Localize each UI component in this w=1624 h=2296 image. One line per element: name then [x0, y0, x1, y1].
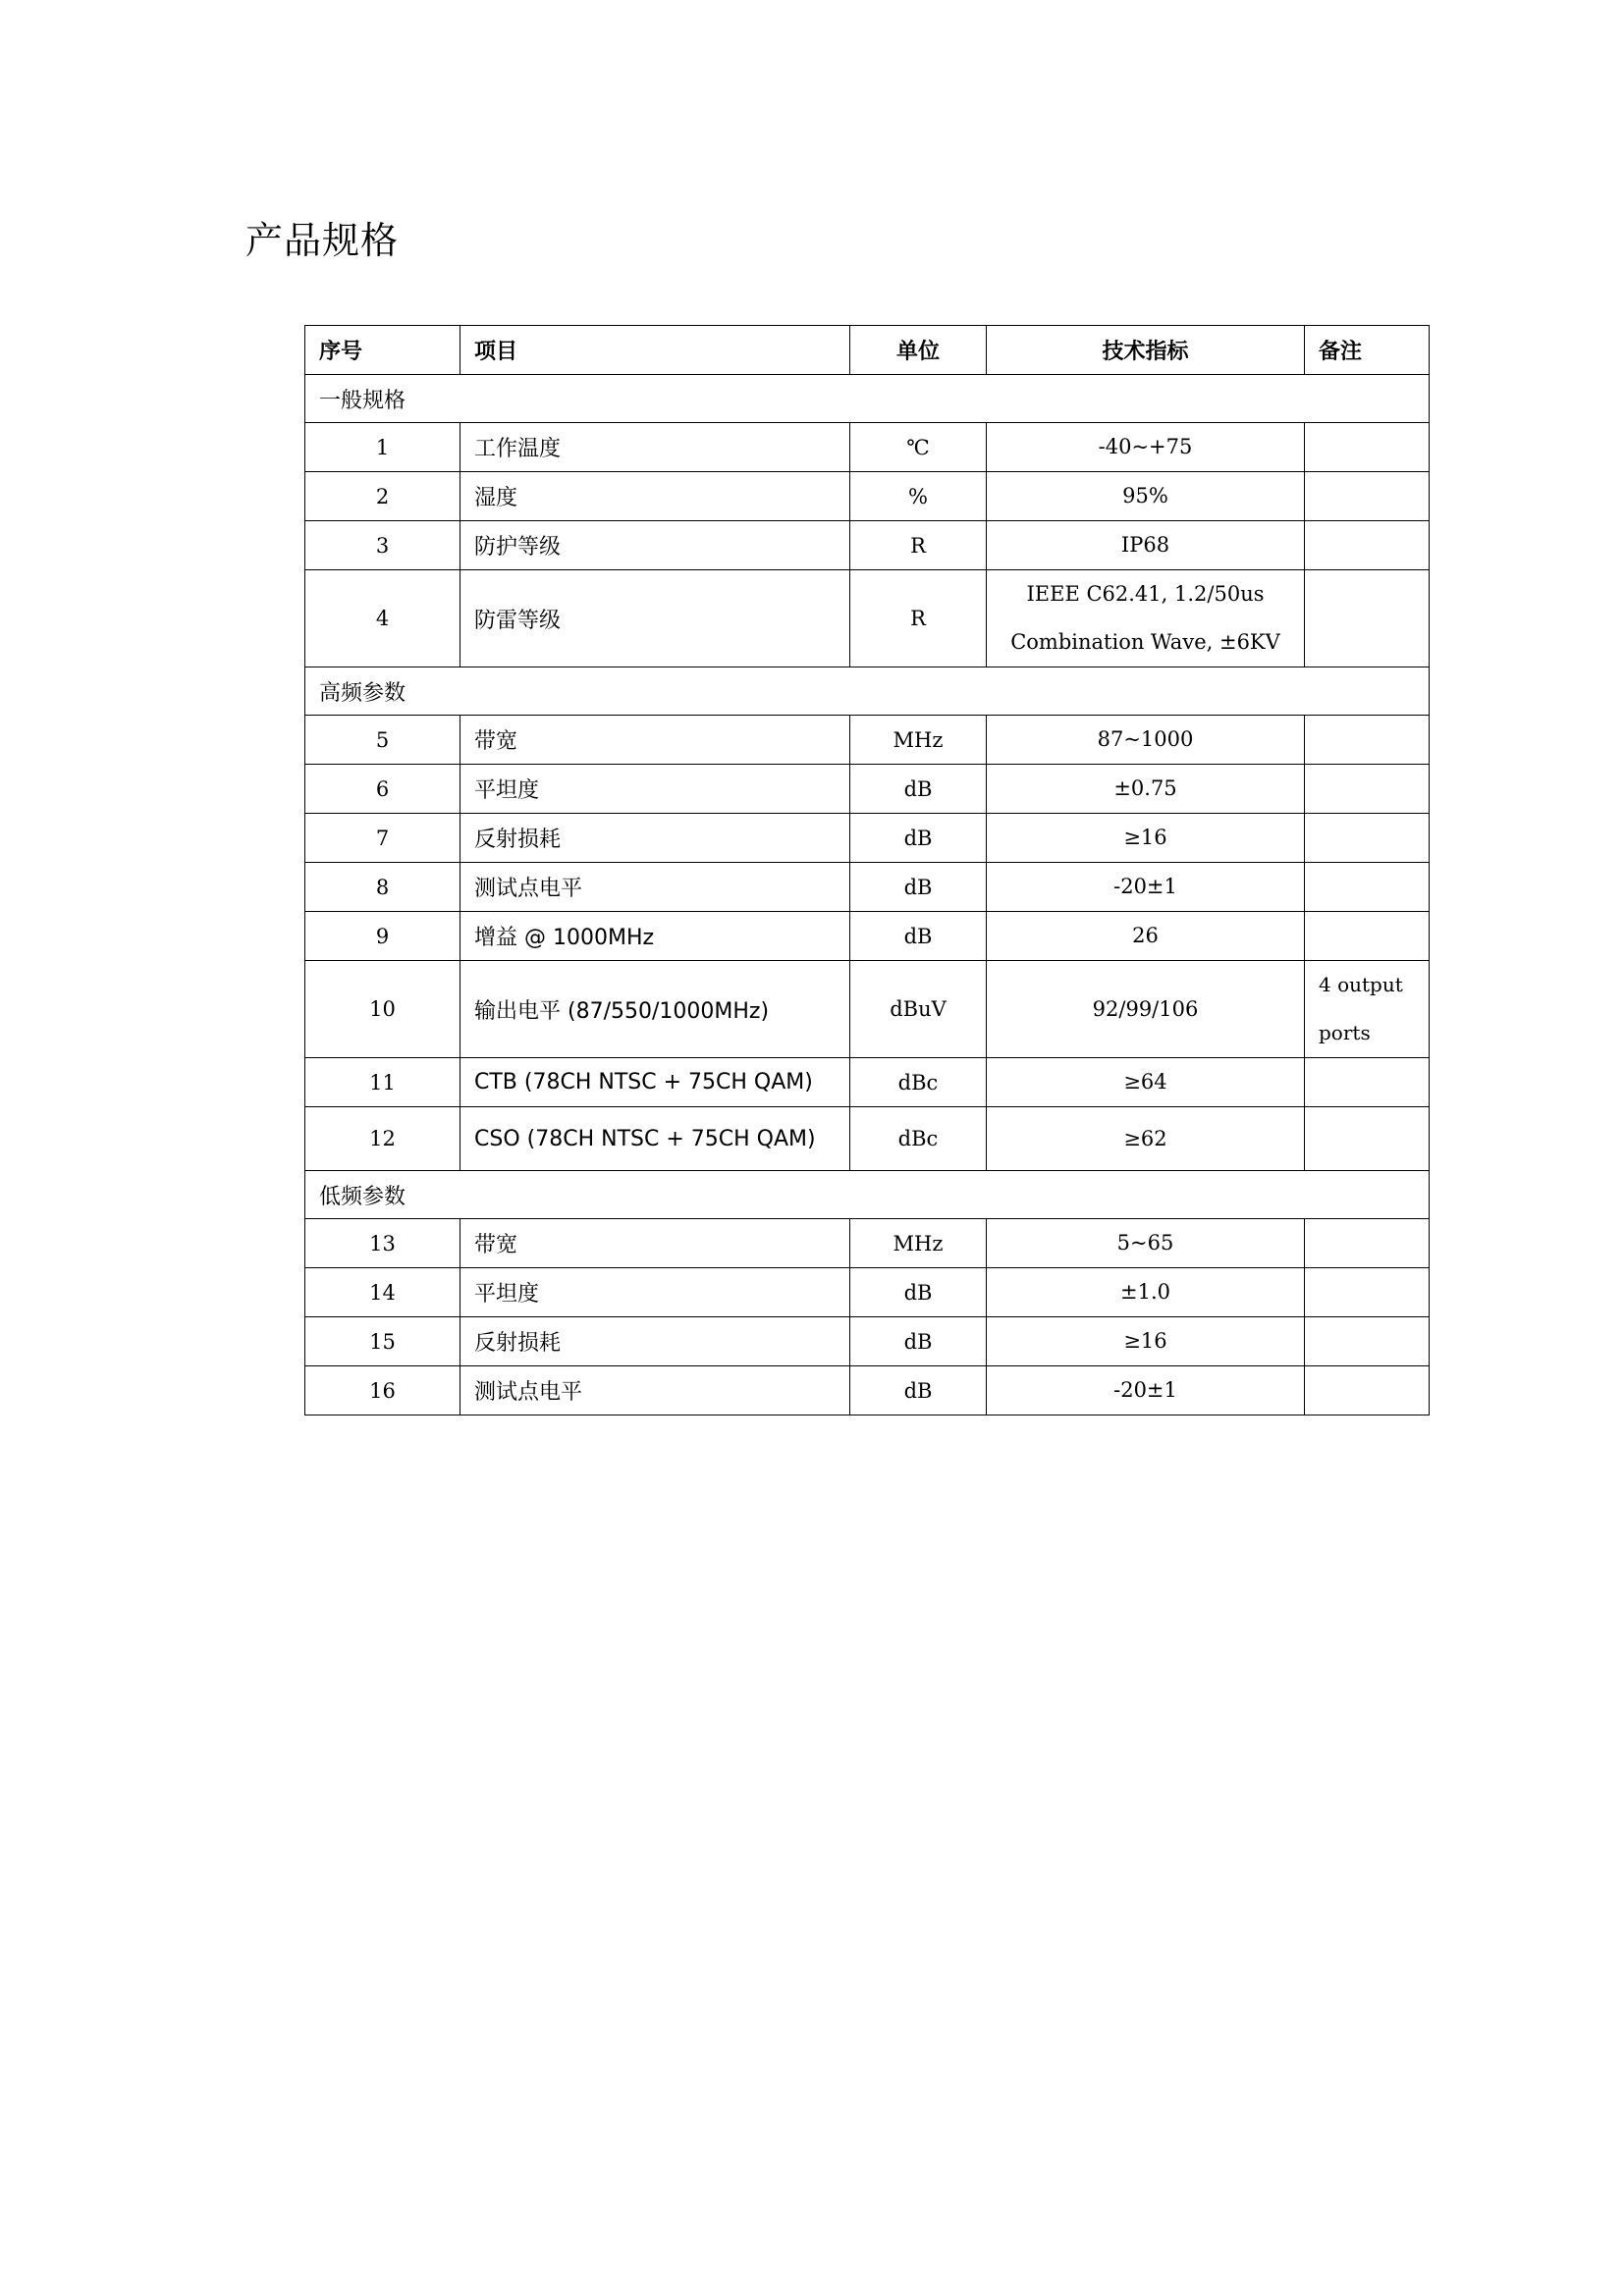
cell-spec: -20±1 — [987, 1366, 1305, 1415]
table-row — [305, 1317, 1430, 1366]
cell-item: 防雷等级 — [460, 570, 850, 667]
cell-no: 13 — [305, 1219, 460, 1268]
cell-spec: ±1.0 — [987, 1268, 1305, 1317]
cell-spec: 26 — [987, 912, 1305, 961]
cell-unit: dB — [850, 1317, 987, 1366]
cell-note — [1305, 1317, 1430, 1366]
table-row — [305, 570, 1430, 667]
cell-spec: ≥62 — [987, 1107, 1305, 1171]
table-row — [305, 472, 1430, 521]
cell-unit: dBc — [850, 1107, 987, 1171]
cell-spec: ≥16 — [987, 1317, 1305, 1366]
cell-spec: -40~+75 — [987, 423, 1305, 472]
table-row — [305, 1058, 1430, 1107]
header-note: 备注 — [1305, 326, 1430, 375]
cell-no: 5 — [305, 716, 460, 765]
table-row — [305, 1268, 1430, 1317]
cell-no: 4 — [305, 570, 460, 667]
cell-item: 反射损耗 — [460, 1317, 850, 1366]
cell-no: 16 — [305, 1366, 460, 1415]
cell-no: 3 — [305, 521, 460, 570]
cell-spec: ≥64 — [987, 1058, 1305, 1107]
cell-note — [1305, 1366, 1430, 1415]
cell-spec: ±0.75 — [987, 765, 1305, 814]
table-row — [305, 1219, 1430, 1268]
cell-unit: ℃ — [850, 423, 987, 472]
cell-note — [1305, 521, 1430, 570]
table-row — [305, 423, 1430, 472]
cell-unit: dB — [850, 765, 987, 814]
cell-note — [1305, 1107, 1430, 1171]
table-row — [305, 1366, 1430, 1415]
cell-item: CSO (78CH NTSC + 75CH QAM) — [460, 1107, 850, 1171]
cell-spec: IEEE C62.41, 1.2/50us Combination Wave, ±6KV — [987, 570, 1305, 667]
cell-spec: IP68 — [987, 521, 1305, 570]
cell-item: 增益 @ 1000MHz — [460, 912, 850, 961]
cell-spec: 5~65 — [987, 1219, 1305, 1268]
cell-note — [1305, 814, 1430, 863]
cell-note — [1305, 423, 1430, 472]
table-row — [305, 814, 1430, 863]
cell-note — [1305, 912, 1430, 961]
cell-spec: 92/99/106 — [987, 961, 1305, 1058]
cell-item: 平坦度 — [460, 1268, 850, 1317]
header-item: 项目 — [460, 326, 850, 375]
cell-note — [1305, 472, 1430, 521]
cell-unit: MHz — [850, 1219, 987, 1268]
cell-item: 平坦度 — [460, 765, 850, 814]
section-title: 一般规格 — [305, 375, 1430, 423]
header-no: 序号 — [305, 326, 460, 375]
table-row — [305, 521, 1430, 570]
cell-spec: ≥16 — [987, 814, 1305, 863]
cell-item: 湿度 — [460, 472, 850, 521]
cell-note — [1305, 1058, 1430, 1107]
cell-unit: dB — [850, 814, 987, 863]
section-row — [305, 667, 1430, 716]
cell-note — [1305, 1219, 1430, 1268]
table-row — [305, 961, 1430, 1058]
section-title: 低频参数 — [305, 1171, 1430, 1219]
cell-item: CTB (78CH NTSC + 75CH QAM) — [460, 1058, 850, 1107]
cell-note — [1305, 1268, 1430, 1317]
table-row — [305, 863, 1430, 912]
cell-no: 6 — [305, 765, 460, 814]
cell-no: 1 — [305, 423, 460, 472]
cell-unit: R — [850, 521, 987, 570]
table-row — [305, 716, 1430, 765]
cell-unit: dB — [850, 1268, 987, 1317]
cell-no: 2 — [305, 472, 460, 521]
cell-spec: 95% — [987, 472, 1305, 521]
header-unit: 单位 — [850, 326, 987, 375]
cell-no: 9 — [305, 912, 460, 961]
header-spec: 技术指标 — [987, 326, 1305, 375]
cell-note — [1305, 765, 1430, 814]
cell-unit: dBc — [850, 1058, 987, 1107]
cell-note — [1305, 570, 1430, 667]
cell-spec: -20±1 — [987, 863, 1305, 912]
cell-item: 输出电平 (87/550/1000MHz) — [460, 961, 850, 1058]
cell-unit: dBuV — [850, 961, 987, 1058]
cell-item: 反射损耗 — [460, 814, 850, 863]
cell-unit: dB — [850, 1366, 987, 1415]
cell-item: 工作温度 — [460, 423, 850, 472]
section-row — [305, 375, 1430, 423]
page-title: 产品规格 — [245, 219, 400, 262]
cell-unit: dB — [850, 912, 987, 961]
cell-no: 10 — [305, 961, 460, 1058]
table-row — [305, 1107, 1430, 1171]
section-row — [305, 1171, 1430, 1219]
section-title: 高频参数 — [305, 667, 1430, 716]
spec-table — [304, 325, 1430, 1415]
cell-item: 测试点电平 — [460, 1366, 850, 1415]
cell-no: 11 — [305, 1058, 460, 1107]
cell-item: 带宽 — [460, 1219, 850, 1268]
cell-unit: MHz — [850, 716, 987, 765]
cell-no: 12 — [305, 1107, 460, 1171]
cell-item: 带宽 — [460, 716, 850, 765]
spec-table-body — [305, 375, 1430, 1415]
cell-no: 15 — [305, 1317, 460, 1366]
cell-no: 14 — [305, 1268, 460, 1317]
cell-spec: 87~1000 — [987, 716, 1305, 765]
cell-unit: % — [850, 472, 987, 521]
cell-note: 4 output ports — [1305, 961, 1430, 1058]
cell-unit: R — [850, 570, 987, 667]
cell-note — [1305, 863, 1430, 912]
cell-no: 8 — [305, 863, 460, 912]
table-row — [305, 765, 1430, 814]
table-row — [305, 912, 1430, 961]
table-header-row — [305, 326, 1430, 375]
cell-item: 测试点电平 — [460, 863, 850, 912]
cell-unit: dB — [850, 863, 987, 912]
cell-item: 防护等级 — [460, 521, 850, 570]
cell-note — [1305, 716, 1430, 765]
cell-no: 7 — [305, 814, 460, 863]
